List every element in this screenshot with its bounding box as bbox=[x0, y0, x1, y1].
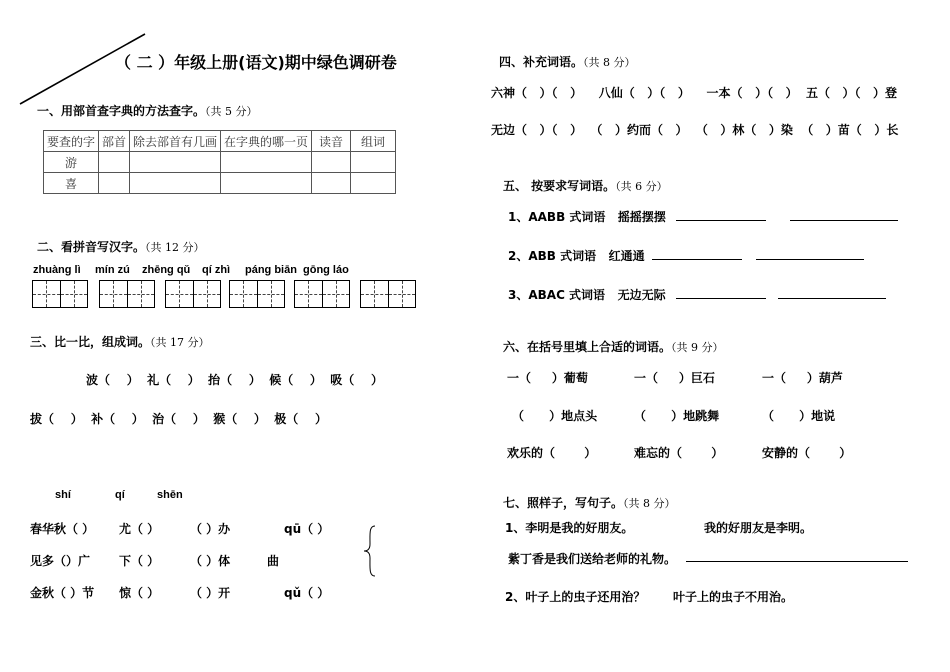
fill-blank-cell[interactable]: 一（ ）巨石 bbox=[634, 371, 715, 385]
section-1-title: 一、用部首查字典的方法查字。 bbox=[37, 104, 206, 118]
page-title: （ 二 ）年级上册(语文)期中绿色调研卷 bbox=[115, 53, 397, 72]
example-sentence: 我的好朋友是李明。 bbox=[704, 521, 813, 535]
answer-line[interactable] bbox=[686, 549, 908, 562]
pinyin-label: mín zú bbox=[95, 264, 130, 276]
section-3-heading bbox=[30, 333, 210, 350]
section-7-title: 七、照样子，写句子。 bbox=[503, 496, 624, 510]
section-7-score: （共 8 分） bbox=[623, 497, 676, 510]
homophone-cell[interactable]: 惊（ ） bbox=[119, 586, 160, 600]
example-sentence: 叶子上的虫子不用治。 bbox=[673, 590, 794, 604]
word-pattern-item bbox=[508, 208, 666, 225]
section-2-score: （共 12 分） bbox=[145, 241, 205, 254]
answer-line[interactable] bbox=[676, 286, 766, 299]
section-5-score: （共 6 分） bbox=[615, 180, 668, 193]
section-1-score: （共 5 分） bbox=[205, 105, 258, 118]
table-cell[interactable] bbox=[351, 152, 396, 173]
table-cell[interactable] bbox=[130, 173, 221, 194]
homophone-cell[interactable]: qū（ ） bbox=[284, 522, 330, 536]
section-3-title: 三、比一比，组成词。 bbox=[30, 335, 151, 349]
table-cell[interactable] bbox=[312, 152, 351, 173]
table-cell[interactable] bbox=[130, 152, 221, 173]
example-sentence: 1、李明是我的好朋友。 bbox=[505, 521, 634, 535]
section-3-score: （共 17 分） bbox=[150, 336, 210, 349]
word-pattern-label: 3、ABAC 式词语 无边无际 bbox=[508, 288, 666, 302]
homophone-cell: 曲 bbox=[267, 554, 280, 568]
header-cell: 组词 bbox=[351, 131, 396, 152]
pinyin-label: shēn bbox=[157, 489, 183, 501]
fill-blank-cell[interactable]: 安静的（ ） bbox=[762, 446, 852, 460]
writing-grid-box[interactable] bbox=[99, 280, 155, 308]
header-cell: 部首 bbox=[99, 131, 130, 152]
table-cell[interactable] bbox=[312, 173, 351, 194]
curly-brace-icon bbox=[362, 524, 378, 578]
section-7-heading bbox=[503, 494, 676, 511]
section-2-title: 二、看拼音写汉字。 bbox=[37, 240, 146, 254]
radical-lookup-table bbox=[43, 130, 396, 194]
pinyin-label: qí zhì bbox=[202, 264, 231, 276]
writing-grid-box[interactable] bbox=[165, 280, 221, 308]
table-cell[interactable] bbox=[221, 152, 312, 173]
fill-blank-cell[interactable]: （ ）地跳舞 bbox=[634, 409, 720, 423]
example-sentence: 2、叶子上的虫子还用治？ bbox=[505, 590, 646, 604]
word-pattern-label: 2、ABB 式词语 红通通 bbox=[508, 249, 645, 263]
header-cell: 要查的字 bbox=[44, 131, 99, 152]
pinyin-label: zhēng qǔ bbox=[142, 264, 191, 276]
homophone-cell[interactable]: （ ）办 bbox=[190, 522, 231, 536]
word-pattern-item bbox=[508, 286, 666, 303]
table-cell: 游 bbox=[44, 152, 99, 173]
table-header-row bbox=[44, 131, 396, 152]
homophone-cell[interactable]: 春华秋（ ） bbox=[30, 522, 95, 536]
compare-words-row-2[interactable]: 拔（ ） 补（ ） 治（ ） 猴（ ） 极（ ） bbox=[30, 412, 327, 426]
homophone-cell[interactable]: 见多（）广 bbox=[30, 554, 91, 568]
word-pattern-label: 1、AABB 式词语 摇摇摆摆 bbox=[508, 210, 666, 224]
fill-blank-cell[interactable]: （ ）地说 bbox=[762, 409, 836, 423]
homophone-cell[interactable]: 下（ ） bbox=[119, 554, 160, 568]
fill-blank-cell[interactable]: 一（ ）葡萄 bbox=[507, 371, 588, 385]
pinyin-label: zhuàng lì bbox=[33, 264, 81, 276]
table-cell: 喜 bbox=[44, 173, 99, 194]
answer-line[interactable] bbox=[676, 208, 766, 221]
section-6-heading bbox=[503, 338, 724, 355]
table-row bbox=[44, 173, 396, 194]
answer-line[interactable] bbox=[652, 247, 742, 260]
pinyin-label: gōng láo bbox=[303, 264, 349, 276]
idiom-row-1[interactable]: 六神（ ）（ ） 八仙（ ）（ ） 一本（ ）（ ） 五（ ）（ ）登 bbox=[491, 86, 898, 100]
table-cell[interactable] bbox=[99, 152, 130, 173]
word-pattern-item bbox=[508, 247, 645, 264]
homophone-cell[interactable]: qǔ（ ） bbox=[284, 586, 330, 600]
homophone-cell[interactable]: （ ）开 bbox=[190, 586, 231, 600]
table-cell[interactable] bbox=[351, 173, 396, 194]
writing-grid-box[interactable] bbox=[294, 280, 350, 308]
homophone-cell[interactable]: 金秋（ ）节 bbox=[30, 586, 95, 600]
section-1-heading bbox=[37, 102, 258, 119]
table-row bbox=[44, 152, 396, 173]
header-cell: 读音 bbox=[312, 131, 351, 152]
section-4-score: （共 8 分） bbox=[583, 56, 636, 69]
idiom-row-2[interactable]: 无边（ ）（ ） （ ）约而（ ） （ ）林（ ）染 （ ）苗（ ）长 bbox=[491, 123, 899, 137]
section-4-heading bbox=[499, 53, 636, 70]
table-cell[interactable] bbox=[221, 173, 312, 194]
homophone-cell[interactable]: 尤（ ） bbox=[119, 522, 160, 536]
section-2-heading bbox=[37, 238, 205, 255]
section-6-title: 六、在括号里填上合适的词语。 bbox=[503, 340, 672, 354]
pinyin-label: qí bbox=[115, 489, 125, 501]
section-6-score: （共 9 分） bbox=[671, 341, 724, 354]
header-cell: 除去部首有几画 bbox=[130, 131, 221, 152]
table-cell[interactable] bbox=[99, 173, 130, 194]
answer-line[interactable] bbox=[756, 247, 864, 260]
answer-line[interactable] bbox=[790, 208, 898, 221]
compare-words-row-1[interactable]: 波（ ） 礼（ ） 抬（ ） 候（ ） 吸（ ） bbox=[86, 373, 383, 387]
section-5-title: 五、 按要求写词语。 bbox=[503, 179, 616, 193]
homophone-cell[interactable]: （ ）体 bbox=[190, 554, 231, 568]
pinyin-label: páng biān bbox=[245, 264, 297, 276]
writing-grid-box[interactable] bbox=[360, 280, 416, 308]
pinyin-label: shí bbox=[55, 489, 71, 501]
writing-grid-box[interactable] bbox=[32, 280, 88, 308]
fill-blank-cell[interactable]: （ ）地点头 bbox=[512, 409, 598, 423]
writing-grid-box[interactable] bbox=[229, 280, 285, 308]
section-5-heading bbox=[503, 177, 668, 194]
header-cell: 在字典的哪一页 bbox=[221, 131, 312, 152]
question-sentence: 紫丁香是我们送给老师的礼物。 bbox=[508, 552, 677, 566]
fill-blank-cell[interactable]: 一（ ）葫芦 bbox=[762, 371, 843, 385]
fill-blank-cell[interactable]: 欢乐的（ ） bbox=[507, 446, 597, 460]
fill-blank-cell[interactable]: 难忘的（ ） bbox=[634, 446, 724, 460]
answer-line[interactable] bbox=[778, 286, 886, 299]
section-4-title: 四、补充词语。 bbox=[499, 55, 584, 69]
